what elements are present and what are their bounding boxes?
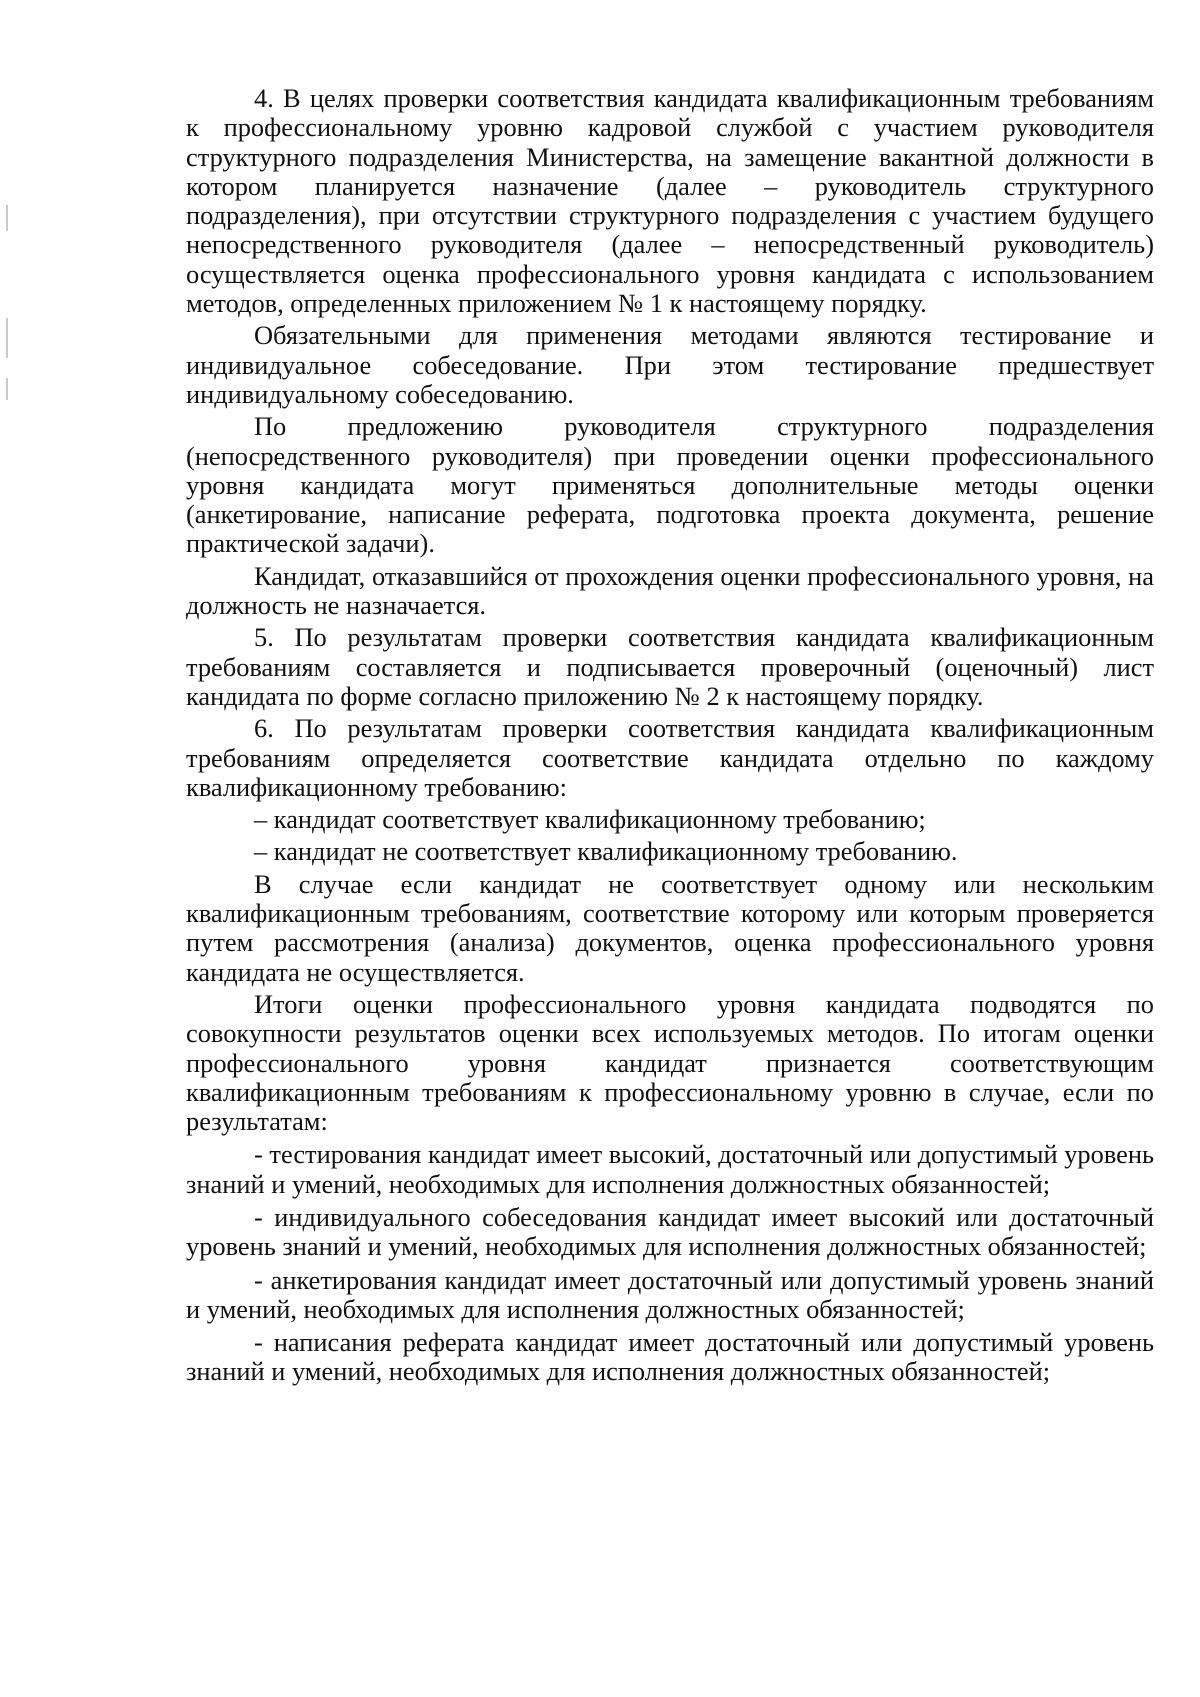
paragraph-refusal: Кандидат, отказавшийся от прохождения оценки профессионального уровня, на должность не назначается. <box>186 560 1154 621</box>
list-item-essay: - написания реферата кандидат имеет достаточный или допустимый уровень знаний и умений, необходимых для исполнения должностных обязанностей; <box>186 1327 1154 1387</box>
list-item-testing: - тестирования кандидат имеет высокий, достаточный или допустимый уровень знаний и умений, необходимых для исполнения должностных обязанностей; <box>186 1139 1154 1199</box>
scan-artifact <box>6 378 8 400</box>
paragraph-no-assessment: В случае если кандидат не соответствует одному или нескольким квалификационным требованиям, соответствие которому или которым проверяется путем рассмотрения (анализа) документов, оценка профессионального уровня кандидата не осуществляется. <box>186 868 1154 987</box>
paragraph-4-assessment: 4. В целях проверки соответствия кандидата квалификационным требованиям к профессиональному уровню кадровой службой с участием руководителя структурного подразделения Министерства, на замещение вакантной должности в котором планируется назначение (далее – руководитель структурного подразделения), при отсутствии структурного подразделения с участием будущего непосредственного руководителя (далее – непосредственный руководитель) осуществляется оценка профессионального уровня кандидата с использованием методов, определенных приложением № 1 к настоящему порядку. <box>186 83 1154 319</box>
paragraph-mandatory-methods: Обязательными для применения методами являются тестирование и индивидуальное собеседование. При этом тестирование предшествует индивидуальному собеседованию. <box>186 320 1154 409</box>
scan-artifact <box>6 205 8 231</box>
paragraph-results-summary: Итоги оценки профессионального уровня кандидата подводятся по совокупности результатов оценки всех используемых методов. По итогам оценки профессионального уровня кандидат признается соответствующим квалификационным требованиям к профессиональному уровню в случае, если по результатам: <box>186 988 1154 1137</box>
list-item-non-compliant: – кандидат не соответствует квалификационному требованию. <box>254 836 958 867</box>
paragraph-6-compliance: 6. По результатам проверки соответствия кандидата квалификационным требованиям определяется соответствие кандидата отдельно по каждому квалификационному требованию: <box>186 713 1154 802</box>
paragraph-5-checklist: 5. По результатам проверки соответствия кандидата квалификационным требованиям составляется и подписывается проверочный (оценочный) лист кандидата по форме согласно приложению № 2 к настоящему порядку. <box>186 622 1154 711</box>
scan-artifact <box>6 318 8 358</box>
list-item-compliant: – кандидат соответствует квалификационному требованию; <box>254 804 926 835</box>
list-item-questionnaire: - анкетирования кандидат имеет достаточный или допустимый уровень знаний и умений, необходимых для исполнения должностных обязанностей; <box>186 1264 1154 1324</box>
list-item-interview: - индивидуального собеседования кандидат имеет высокий или достаточный уровень знаний и умений, необходимых для исполнения должностных обязанностей; <box>186 1201 1154 1262</box>
paragraph-additional-methods: По предложению руководителя структурного подразделения (непосредственного руководителя) при проведении оценки профессионального уровня кандидата могут применяться дополнительные методы оценки (анкетирование, написание реферата, подготовка проекта документа, решение практической задачи). <box>186 411 1154 559</box>
document-body <box>186 84 1154 1387</box>
